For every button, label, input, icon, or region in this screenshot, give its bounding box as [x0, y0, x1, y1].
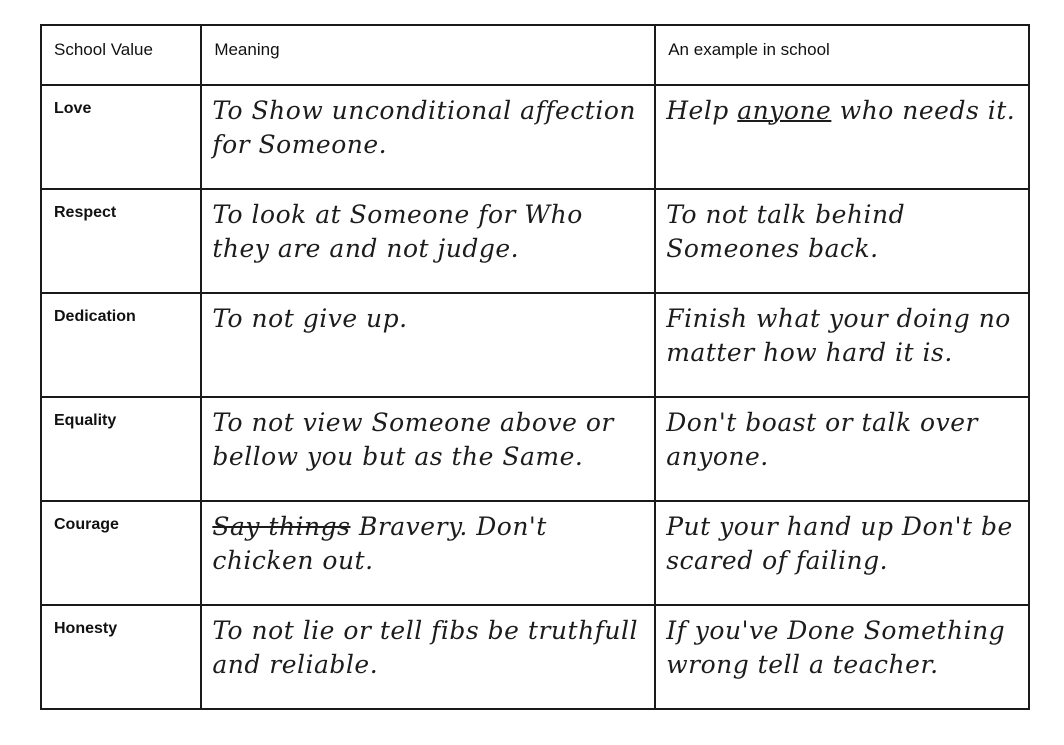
example-text-dedication: Finish what your doing no matter how hard it is. [666, 304, 1011, 367]
header-school-value: School Value [54, 40, 153, 59]
value-cell [41, 189, 201, 293]
value-cell [41, 85, 201, 189]
meaning-main-text: Bravery. Don't chicken out. [212, 512, 547, 575]
meaning-text-honesty: To not lie or tell fibs be truthfull and reliable. [212, 616, 639, 679]
meaning-text-equality: To not view Someone above or bellow you but as the Same. [212, 408, 614, 471]
table-row-equality [41, 397, 1029, 501]
example-prefix: Help [666, 96, 738, 125]
value-cell [41, 293, 201, 397]
value-cell [41, 605, 201, 709]
meaning-cell [201, 189, 655, 293]
value-label-courage: Courage [54, 516, 119, 533]
value-label-dedication: Dedication [54, 308, 136, 325]
table-row-courage [41, 501, 1029, 605]
meaning-text-respect: To look at Someone for Who they are and not judge. [212, 200, 583, 263]
meaning-cell [201, 605, 655, 709]
struck-out-text: Say things [212, 512, 351, 541]
example-cell [655, 605, 1029, 709]
example-text-love [656, 86, 1028, 128]
example-text-courage: Put your hand up Don't be scared of failing. [666, 512, 1013, 575]
meaning-cell [201, 85, 655, 189]
table-row-love [41, 85, 1029, 189]
example-text-equality: Don't boast or talk over anyone. [666, 408, 978, 471]
example-text-honesty: If you've Done Something wrong tell a teacher. [666, 616, 1006, 679]
header-example: An example in school [668, 40, 830, 59]
table-row-dedication [41, 293, 1029, 397]
example-text-respect: To not talk behind Someones back. [666, 200, 906, 263]
header-cell-meaning [201, 25, 655, 85]
value-cell [41, 501, 201, 605]
header-meaning: Meaning [214, 40, 280, 59]
example-cell [655, 189, 1029, 293]
meaning-text-dedication: To not give up. [212, 304, 408, 333]
example-cell [655, 85, 1029, 189]
header-cell-example [655, 25, 1029, 85]
meaning-text-courage [202, 502, 654, 578]
meaning-cell [201, 397, 655, 501]
value-label-love: Love [54, 100, 92, 117]
school-values-table [40, 24, 1030, 710]
meaning-cell [201, 501, 655, 605]
header-row [41, 25, 1029, 85]
value-label-honesty: Honesty [54, 620, 118, 637]
example-cell [655, 501, 1029, 605]
value-cell [41, 397, 201, 501]
meaning-text-love: To Show unconditional affection for Someone. [212, 96, 636, 159]
table-row-respect [41, 189, 1029, 293]
table-row-honesty [41, 605, 1029, 709]
example-cell [655, 293, 1029, 397]
example-cell [655, 397, 1029, 501]
value-label-respect: Respect [54, 204, 117, 221]
example-suffix: who needs it. [831, 96, 1016, 125]
value-label-equality: Equality [54, 412, 117, 429]
example-underlined-word: anyone [737, 96, 832, 125]
meaning-cell [201, 293, 655, 397]
header-cell-value [41, 25, 201, 85]
